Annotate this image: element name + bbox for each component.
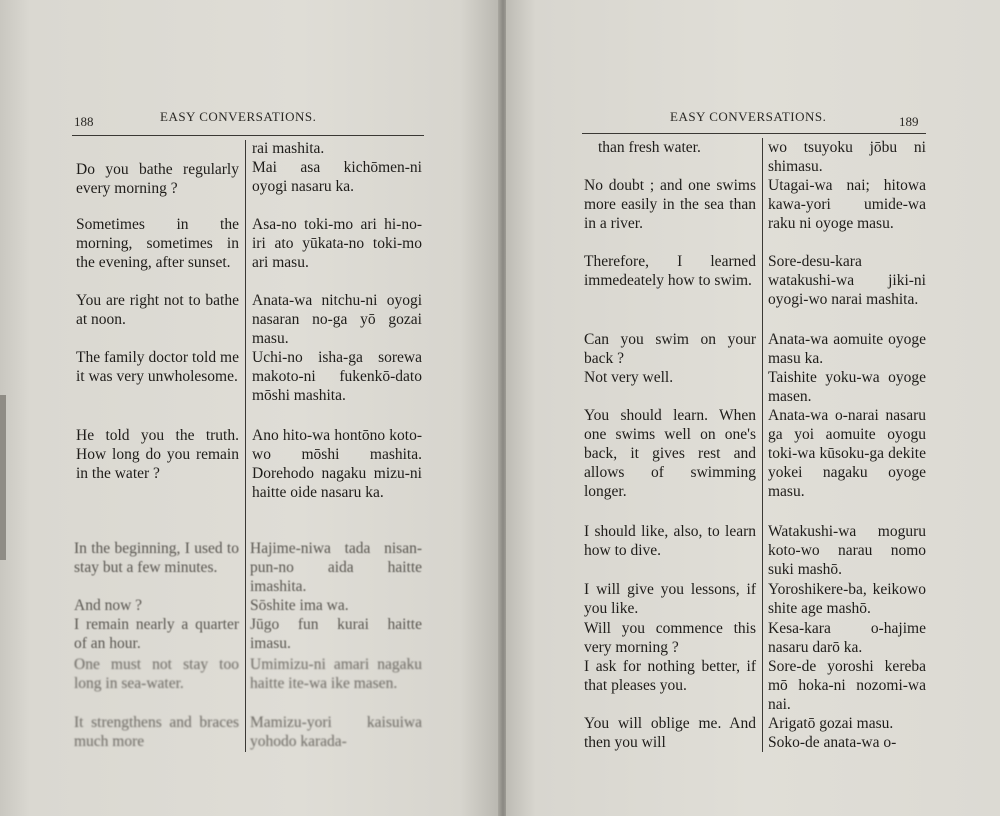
japanese-phrase: Yoroshikere-ba, keikowo shite age mashō. bbox=[768, 581, 926, 617]
english-phrase: You are right not to bathe at noon. bbox=[76, 292, 239, 328]
english-phrase: You should learn. When one swims well on one's back, it gives rest and allows of swimming longer. bbox=[584, 407, 756, 500]
english-phrase: He told you the truth. How long do you remain in the water ? bbox=[76, 427, 239, 482]
english-phrase: I remain nearly a quarter of an hour. bbox=[74, 616, 239, 652]
japanese-phrase: Taishite yoku-wa oyoge masen. bbox=[768, 369, 926, 405]
header-rule bbox=[582, 133, 926, 134]
english-phrase: Will you commence this very morning ? bbox=[584, 620, 756, 656]
english-phrase: Sometimes in the morning, sometimes in the evening, after sunset. bbox=[76, 216, 239, 271]
right-page bbox=[506, 0, 1000, 816]
japanese-phrase: Ano hito-wa hontōno koto-wo mōshi mashita. Dorehodo nagaku mizu-ni haitte oide nasaru ka. bbox=[252, 427, 422, 501]
english-phrase: I ask for nothing better, if that pleases you. bbox=[584, 658, 756, 694]
english-phrase: I will give you lessons, if you like. bbox=[584, 581, 756, 617]
japanese-phrase: rai mashita. bbox=[252, 140, 325, 157]
english-phrase: And now ? bbox=[74, 597, 143, 614]
japanese-phrase: Soko-de anata-wa o- bbox=[768, 734, 897, 751]
english-phrase: You will oblige me. And then you will bbox=[584, 715, 756, 751]
japanese-phrase: Mamizu-yori kaisuiwa yohodo karada- bbox=[250, 714, 422, 750]
running-head: EASY CONVERSATIONS. bbox=[670, 109, 827, 124]
japanese-phrase: Uchi-no isha-ga sorewa makoto-ni fukenkō-dato mōshi mashita. bbox=[252, 349, 422, 404]
running-head: EASY CONVERSATIONS. bbox=[160, 109, 317, 124]
japanese-phrase: Sore-desu-kara watakushi-wa jiki-ni oyogi-wo narai mashita. bbox=[768, 253, 926, 308]
japanese-phrase: Anata-wa aomuite oyoge masu ka. bbox=[768, 331, 926, 367]
japanese-phrase: Mai asa kichōmen-ni oyogi nasaru ka. bbox=[252, 159, 422, 195]
japanese-phrase: Kesa-kara o-hajime nasaru darō ka. bbox=[768, 620, 926, 656]
japanese-phrase: Umimizu-ni amari nagaku haitte ite-wa ike masen. bbox=[250, 656, 422, 692]
english-phrase: Therefore, I learned immedeately how to swim. bbox=[584, 253, 756, 289]
english-phrase: than fresh water. bbox=[598, 139, 701, 156]
japanese-phrase: Utagai-wa nai; hitowa kawa-yori umide-wa raku ni oyoge masu. bbox=[768, 177, 926, 232]
japanese-phrase: Jūgo fun kurai haitte imasu. bbox=[250, 616, 422, 652]
japanese-phrase: Hajime-niwa tada nisan-pun-no aida haitte imashita. bbox=[250, 540, 422, 595]
japanese-phrase: Sōshite ima wa. bbox=[250, 597, 349, 614]
english-phrase: No doubt ; and one swims more easily in the sea than in a river. bbox=[584, 177, 756, 232]
english-phrase: One must not stay too long in sea-water. bbox=[74, 656, 239, 692]
japanese-phrase: Anata-wa o-narai nasaru ga yoi aomuite oyogu toki-wa kūsoku-ga dekite yokei nagaku oyoge masu. bbox=[768, 407, 926, 500]
english-phrase: The family doctor told me it was very unwholesome. bbox=[76, 349, 239, 385]
japanese-phrase: Sore-de yoroshi kereba mō hoka-ni nozomi-wa nai. bbox=[768, 658, 926, 713]
japanese-phrase: Anata-wa nitchu-ni oyogi nasaran no-ga yō gozai masu. bbox=[252, 292, 422, 347]
japanese-phrase: Asa-no toki-mo ari hi-no-iri ato yūkata-no toki-mo ari masu. bbox=[252, 216, 422, 271]
japanese-phrase: Arigatō gozai masu. bbox=[768, 715, 894, 732]
column-divider bbox=[245, 140, 246, 752]
english-phrase: It strengthens and braces much more bbox=[74, 714, 239, 750]
english-phrase: Do you bathe regularly every morning ? bbox=[76, 161, 239, 197]
japanese-phrase: Watakushi-wa moguru koto-wo narau nomo suki mashō. bbox=[768, 523, 926, 578]
page-number: 189 bbox=[899, 114, 919, 129]
english-phrase: I should like, also, to learn how to dive. bbox=[584, 523, 756, 559]
header-rule bbox=[72, 135, 424, 136]
japanese-phrase: wo tsuyoku jōbu ni shimasu. bbox=[768, 139, 926, 175]
english-phrase: In the beginning, I used to stay but a few minutes. bbox=[74, 540, 239, 576]
english-phrase: Not very well. bbox=[584, 369, 674, 386]
column-divider bbox=[762, 138, 763, 752]
page-number: 188 bbox=[74, 114, 94, 129]
bookmark-tab bbox=[0, 395, 6, 560]
english-phrase: Can you swim on your back ? bbox=[584, 331, 756, 367]
